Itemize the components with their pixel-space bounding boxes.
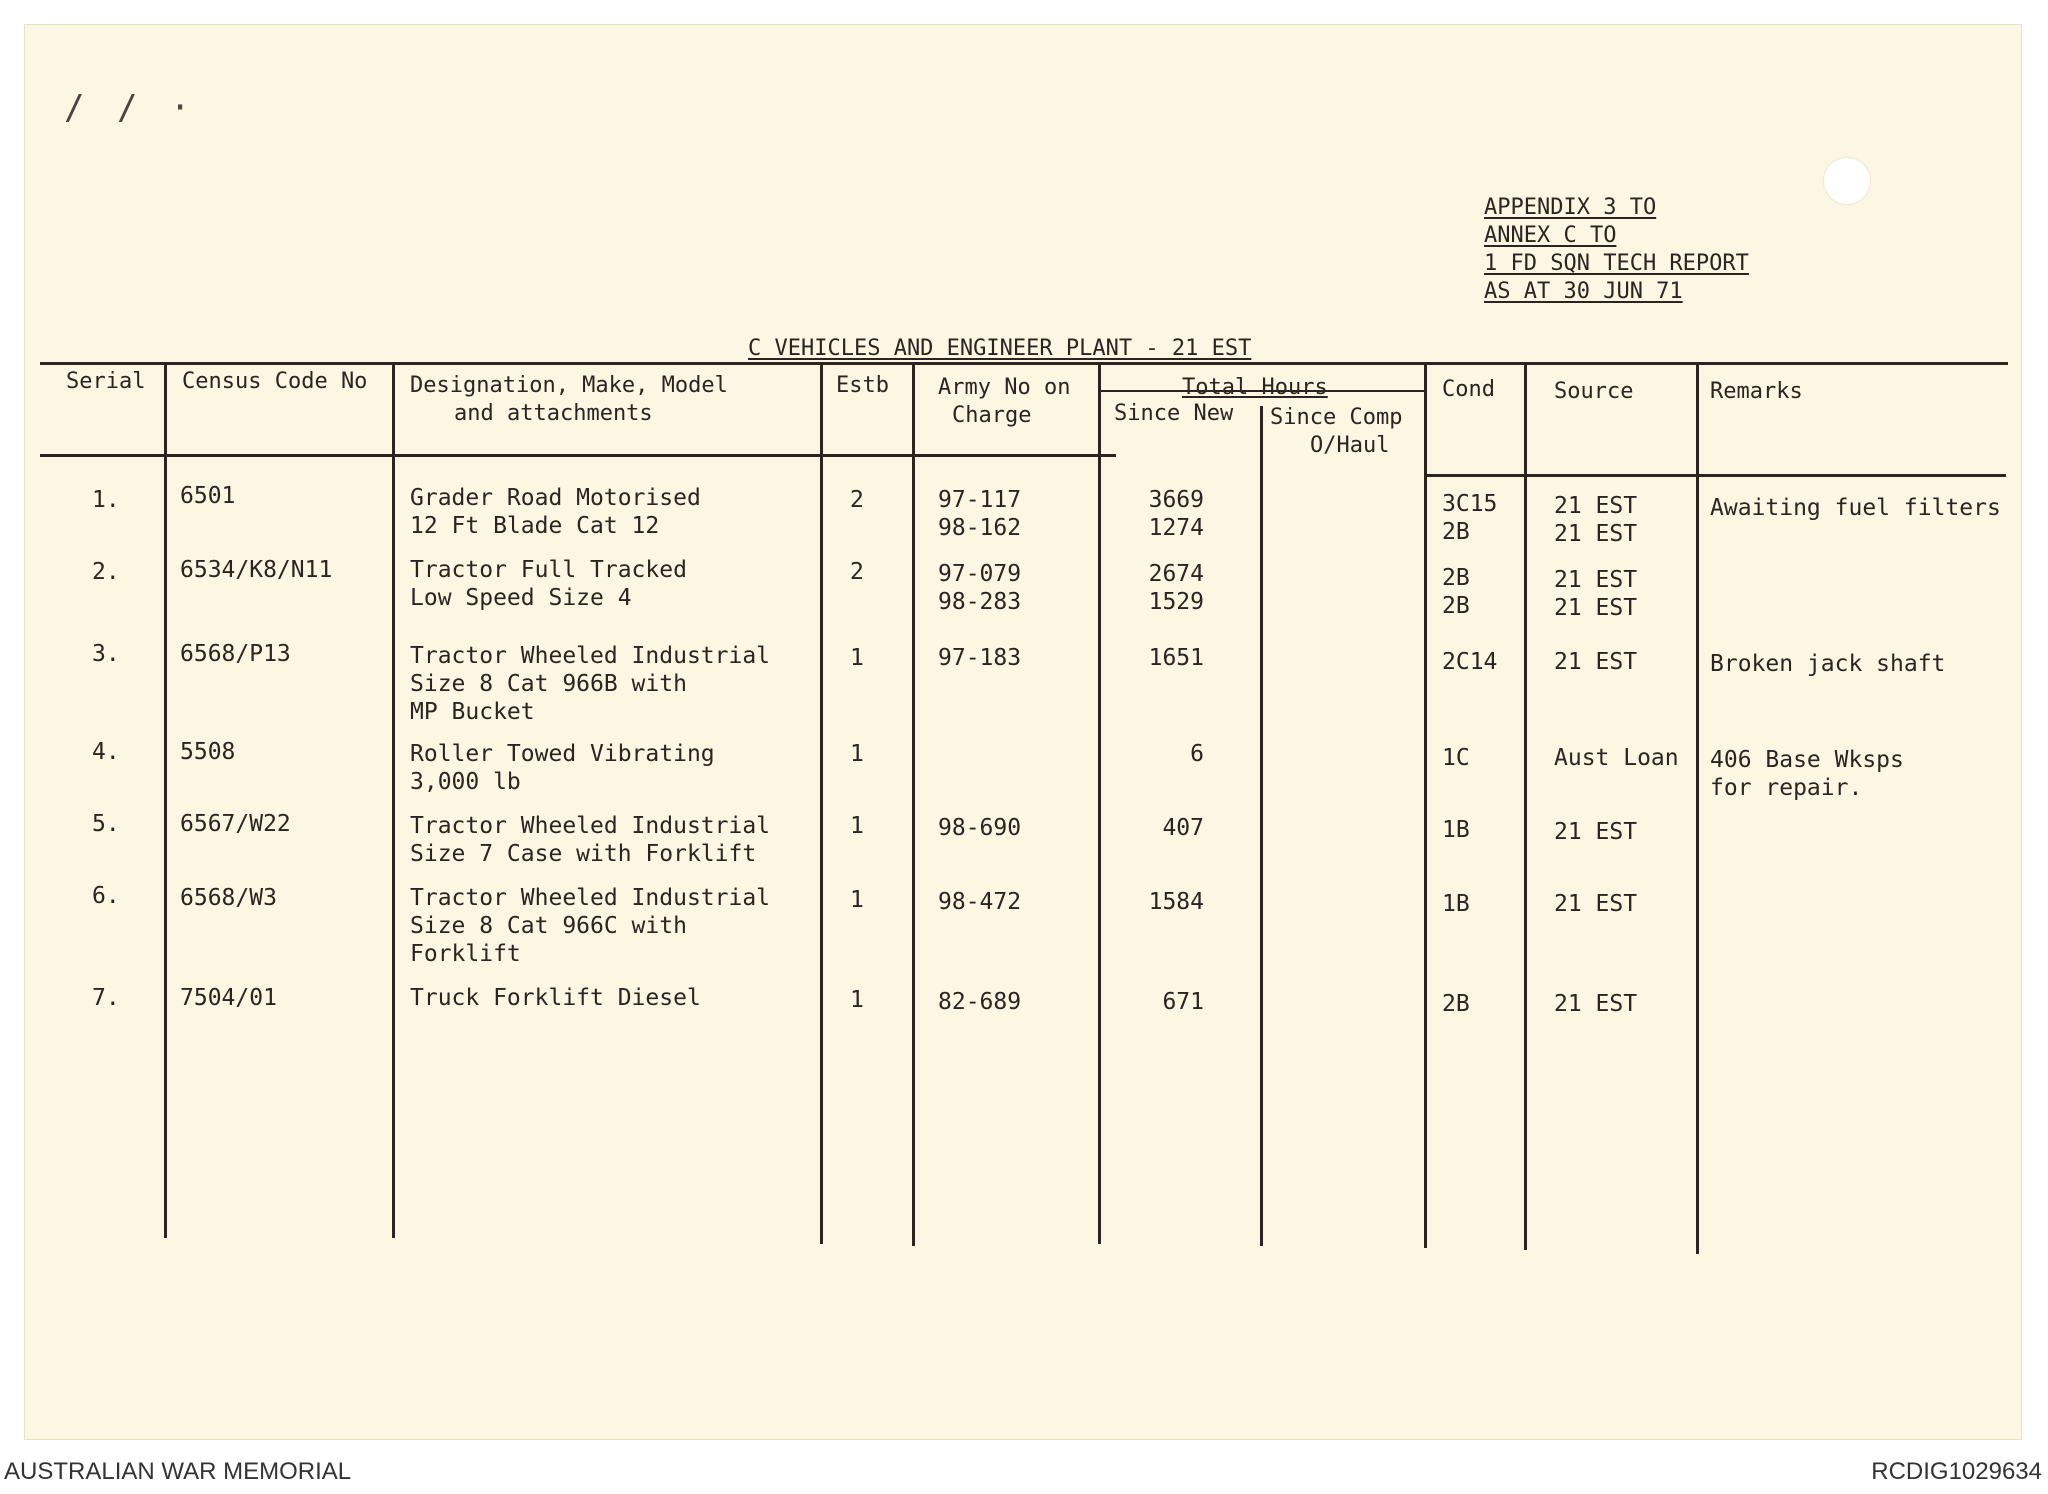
cell-designation: Truck Forklift Diesel xyxy=(410,985,701,1011)
cell-serial: 1. xyxy=(92,487,120,513)
cell-army: 97-117 xyxy=(938,487,1022,513)
cell-remarks: for repair. xyxy=(1710,775,1863,801)
cell-source: 21 EST xyxy=(1554,991,1638,1017)
divider-designation xyxy=(820,364,823,1244)
appendix-line-2: ANNEX C TO xyxy=(1484,223,1617,248)
cell-designation: 3,000 lb xyxy=(410,769,521,795)
appendix-line-4: AS AT 30 JUN 71 xyxy=(1484,279,1683,304)
cell-cond: 2B xyxy=(1442,991,1470,1017)
header-designation-1: Designation, Make, Model xyxy=(410,373,728,398)
cell-cond: 2B xyxy=(1442,565,1470,591)
appendix-reference xyxy=(1484,194,1749,306)
cell-census: 6501 xyxy=(180,483,236,509)
cell-designation: Tractor Full Tracked xyxy=(410,557,687,583)
cell-since-new: 1529 xyxy=(1148,589,1204,615)
cell-since-new: 6 xyxy=(1190,741,1204,767)
cell-cond: 1C xyxy=(1442,745,1470,771)
cell-source: 21 EST xyxy=(1554,521,1638,547)
cell-serial: 7. xyxy=(92,985,120,1011)
header-since-new: Since New xyxy=(1114,401,1234,426)
cell-estb: 2 xyxy=(850,487,864,513)
cell-since-new: 1651 xyxy=(1148,645,1204,671)
cell-cond: 3C15 xyxy=(1442,491,1498,517)
divider-army xyxy=(1098,364,1101,1244)
header-estb: Estb xyxy=(836,373,889,398)
cell-source: 21 EST xyxy=(1554,567,1638,593)
header-census: Census Code No xyxy=(182,369,368,394)
cell-designation: Forklift xyxy=(410,941,521,967)
cell-census: 5508 xyxy=(180,739,236,765)
header-cond: Cond xyxy=(1442,377,1495,402)
cell-designation: Size 8 Cat 966C with xyxy=(410,913,687,939)
header-army-2: Charge xyxy=(952,403,1032,428)
cell-serial: 6. xyxy=(92,883,120,909)
cell-army: 98-472 xyxy=(938,889,1022,915)
cell-since-new: 671 xyxy=(1162,989,1204,1015)
header-bottom-rule-right xyxy=(1426,474,2006,477)
footer-credit: AUSTRALIAN WAR MEMORIAL xyxy=(4,1458,352,1485)
cell-estb: 1 xyxy=(850,813,864,839)
cell-serial: 4. xyxy=(92,739,120,765)
cell-army: 82-689 xyxy=(938,989,1022,1015)
cell-army: 98-162 xyxy=(938,515,1022,541)
divider-census xyxy=(392,364,395,1238)
cell-since-new: 1274 xyxy=(1148,515,1204,541)
header-total-hours: Total Hours xyxy=(1182,375,1328,400)
cell-serial: 5. xyxy=(92,811,120,837)
cell-estb: 1 xyxy=(850,887,864,913)
header-since-comp-1: Since Comp xyxy=(1270,405,1403,430)
cell-serial: 3. xyxy=(92,641,120,667)
punch-hole xyxy=(1824,158,1870,204)
cell-army: 97-183 xyxy=(938,645,1022,671)
cell-remarks: Awaiting fuel filters xyxy=(1710,495,2001,521)
divider-serial xyxy=(164,364,167,1238)
cell-designation: Tractor Wheeled Industrial xyxy=(410,643,771,669)
header-army-1: Army No on xyxy=(938,375,1071,400)
divider-source xyxy=(1696,364,1699,1254)
cell-census: 6534/K8/N11 xyxy=(180,557,333,583)
pencil-marks: / / · xyxy=(64,88,197,128)
cell-cond: 1B xyxy=(1442,817,1470,843)
cell-source: 21 EST xyxy=(1554,649,1638,675)
appendix-line-3: 1 FD SQN TECH REPORT xyxy=(1484,251,1749,276)
cell-designation: Size 7 Case with Forklift xyxy=(410,841,757,867)
cell-designation: Grader Road Motorised xyxy=(410,485,701,511)
cell-designation: MP Bucket xyxy=(410,699,535,725)
cell-source: 21 EST xyxy=(1554,891,1638,917)
header-remarks: Remarks xyxy=(1710,379,1803,404)
cell-remarks: Broken jack shaft xyxy=(1710,651,1946,677)
cell-army: 98-283 xyxy=(938,589,1022,615)
cell-serial: 2. xyxy=(92,559,120,585)
header-bottom-rule-left xyxy=(40,454,1116,457)
cell-designation: 12 Ft Blade Cat 12 xyxy=(410,513,660,539)
cell-census: 6567/W22 xyxy=(180,811,291,837)
cell-census: 6568/W3 xyxy=(180,885,277,911)
cell-army: 98-690 xyxy=(938,815,1022,841)
cell-census: 7504/01 xyxy=(180,985,277,1011)
cell-since-new: 407 xyxy=(1162,815,1204,841)
cell-army: 97-079 xyxy=(938,561,1022,587)
divider-estb xyxy=(912,364,915,1246)
header-since-comp-2: O/Haul xyxy=(1310,433,1390,458)
cell-estb: 2 xyxy=(850,559,864,585)
cell-estb: 1 xyxy=(850,987,864,1013)
document-title: C VEHICLES AND ENGINEER PLANT - 21 EST xyxy=(748,336,1252,361)
cell-remarks: 406 Base Wksps xyxy=(1710,747,1904,773)
cell-designation: Tractor Wheeled Industrial xyxy=(410,813,771,839)
appendix-line-1: APPENDIX 3 TO xyxy=(1484,195,1657,220)
cell-cond: 2B xyxy=(1442,593,1470,619)
cell-cond: 1B xyxy=(1442,891,1470,917)
divider-cond xyxy=(1524,364,1527,1250)
divider-hours xyxy=(1424,364,1427,1248)
cell-since-new: 3669 xyxy=(1148,487,1204,513)
cell-designation: Low Speed Size 4 xyxy=(410,585,632,611)
cell-source: 21 EST xyxy=(1554,595,1638,621)
header-source: Source xyxy=(1554,379,1634,404)
cell-cond: 2C14 xyxy=(1442,649,1498,675)
cell-designation: Size 8 Cat 966B with xyxy=(410,671,687,697)
cell-since-new: 2674 xyxy=(1148,561,1204,587)
cell-source: Aust Loan xyxy=(1554,745,1679,771)
cell-source: 21 EST xyxy=(1554,819,1638,845)
cell-estb: 1 xyxy=(850,645,864,671)
table-top-rule xyxy=(40,362,2008,365)
divider-since-new xyxy=(1260,406,1263,1246)
cell-source: 21 EST xyxy=(1554,493,1638,519)
cell-designation: Roller Towed Vibrating xyxy=(410,741,715,767)
cell-since-new: 1584 xyxy=(1148,889,1204,915)
header-designation-2: and attachments xyxy=(454,401,653,426)
cell-designation: Tractor Wheeled Industrial xyxy=(410,885,771,911)
cell-estb: 1 xyxy=(850,741,864,767)
cell-census: 6568/P13 xyxy=(180,641,291,667)
cell-cond: 2B xyxy=(1442,519,1470,545)
document-page xyxy=(24,24,2022,1440)
footer-record-id: RCDIG1029634 xyxy=(1871,1458,2042,1485)
header-serial: Serial xyxy=(66,369,146,394)
